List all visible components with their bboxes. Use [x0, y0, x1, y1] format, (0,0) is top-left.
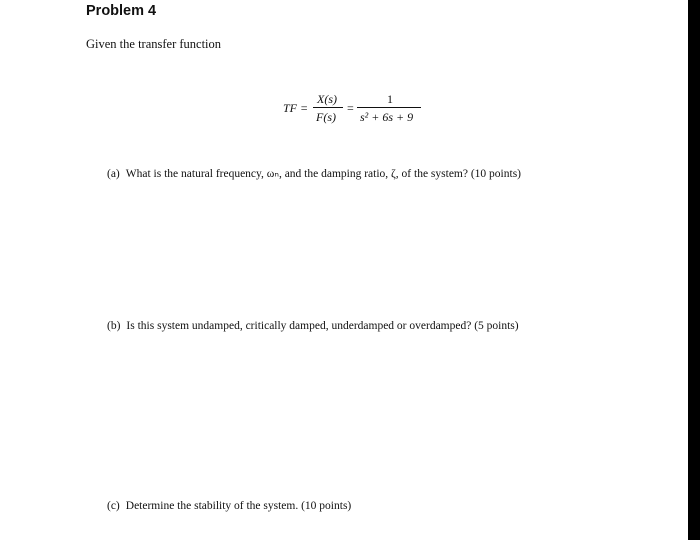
right-edge-border: [688, 0, 700, 540]
question-a-label: (a): [107, 168, 120, 180]
intro-text: Given the transfer function: [86, 37, 222, 51]
fraction-bar-2: [357, 107, 421, 108]
equation-numerator-2: 1: [387, 92, 393, 106]
transfer-function-equation: [283, 90, 433, 130]
question-a-text: What is the natural frequency, ωₙ, and the damping ratio, ζ, of the system? (10 points): [125, 168, 522, 180]
equation-lhs: TF =: [283, 101, 309, 115]
equation-numerator-1: X(s): [317, 92, 337, 106]
problem-title: Problem 4: [86, 3, 157, 19]
question-b-text: Is this system undamped, critically damped, underdamped or overdamped? (5 points): [126, 320, 519, 332]
question-c: [107, 500, 351, 512]
question-c-label: (c): [107, 500, 120, 512]
fraction-bar-1: [313, 107, 343, 108]
question-b: [107, 320, 519, 332]
equation-denominator-1: F(s): [316, 110, 336, 124]
equation-denominator-2: s² + 6s + 9: [360, 110, 414, 124]
question-a: [107, 166, 521, 180]
question-b-label: (b): [107, 320, 121, 332]
question-c-text: Determine the stability of the system. (10 points): [125, 500, 352, 512]
equation-equals: =: [347, 101, 354, 115]
